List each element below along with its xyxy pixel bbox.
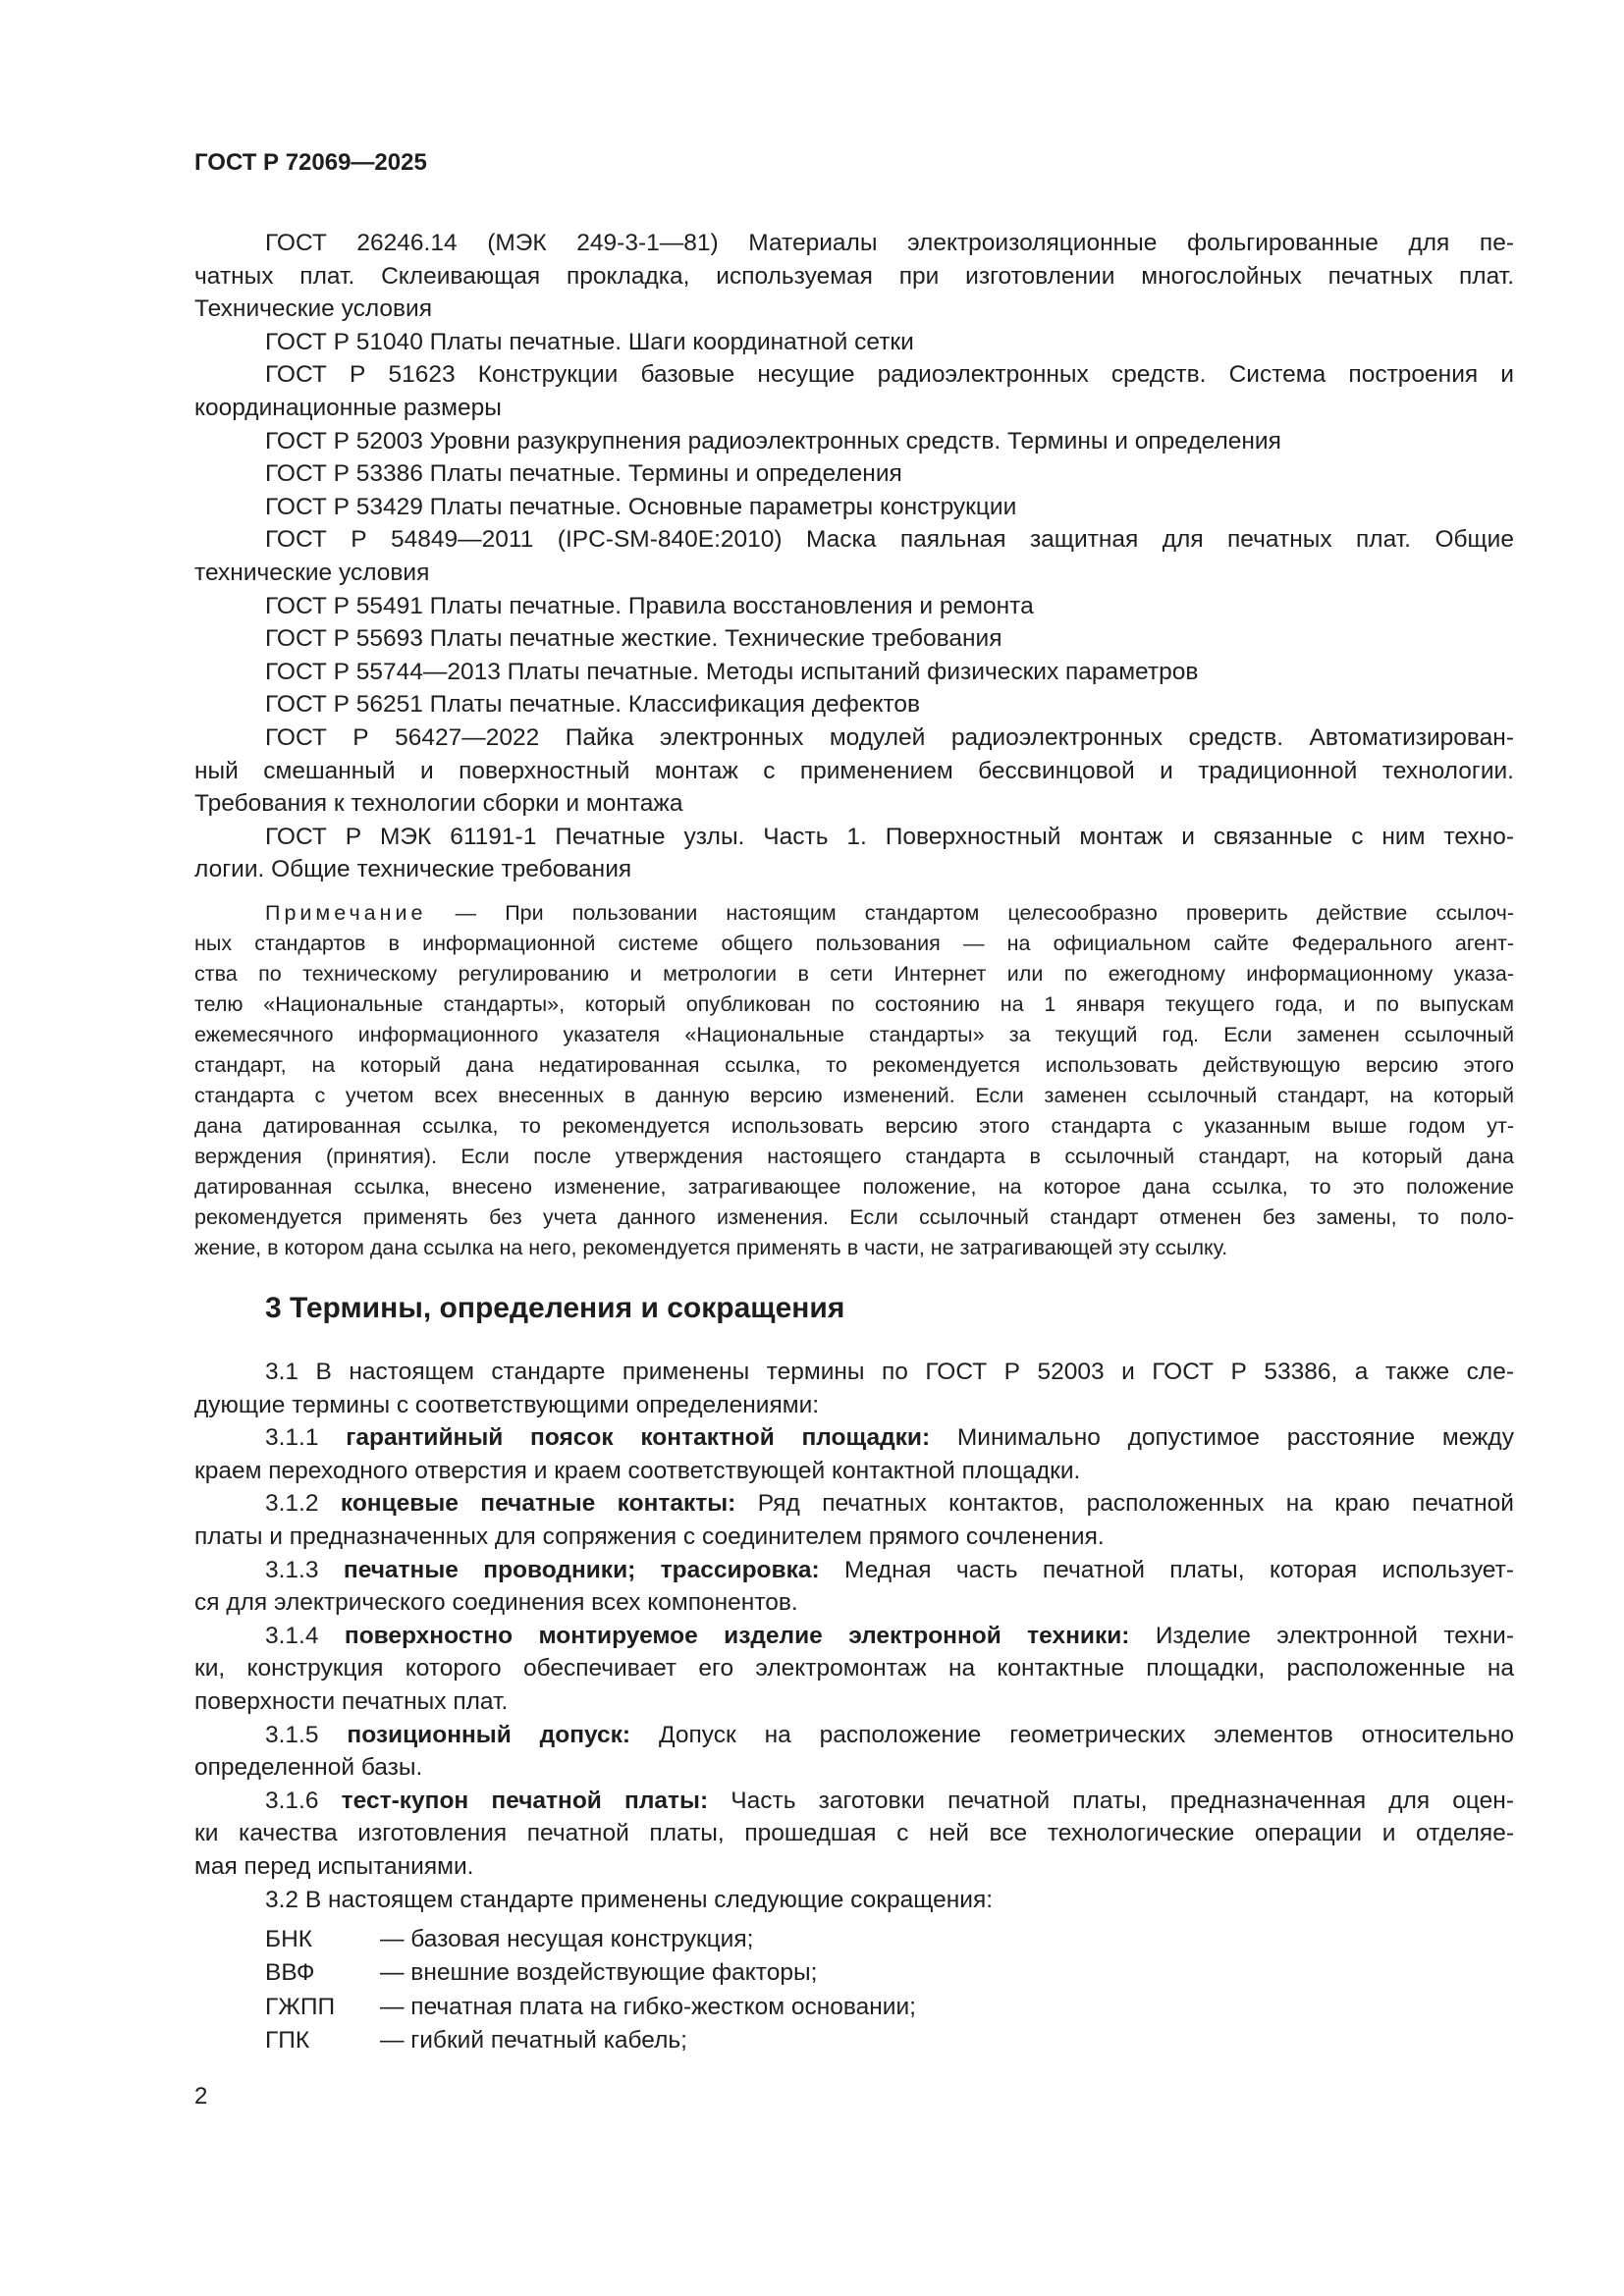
abbreviation-definition: — гибкий печатный кабель;: [380, 2026, 687, 2054]
reference-line: технические условия: [194, 559, 430, 586]
reference-entry: [194, 326, 1514, 359]
definition-entry: [194, 1554, 1514, 1620]
abbreviation-item: [265, 1956, 817, 1990]
definition-line: [194, 1719, 1514, 1752]
reference-entry: [194, 457, 1514, 491]
reference-line: координационные размеры: [194, 394, 502, 421]
definition-number: 3.1.6: [265, 1787, 319, 1814]
definition-term: гарантийный поясок контактной площадки:: [346, 1424, 931, 1452]
intro-line: дующие термины с соответствующими определениями:: [194, 1391, 820, 1418]
abbreviations-intro: 3.2 В настоящем стандарте применены следующие сокращения:: [265, 1886, 994, 1913]
definition-line: [194, 1487, 1514, 1521]
abbreviation-definition: — внешние воздействующие факторы;: [380, 1959, 818, 1987]
reference-line: ГОСТ Р 51623 Конструкции базовые несущие радиоэлектронных средств. Система построения и: [265, 361, 1514, 389]
definition-text: Ряд печатных контактов, расположенных на краю печатной: [757, 1490, 1514, 1518]
page-number: 2: [194, 2083, 208, 2109]
definition-line: ся для электрического соединения всех компонентов.: [194, 1589, 798, 1617]
definition-text: Изделие электронной техни-: [1155, 1622, 1515, 1649]
reference-line: ГОСТ Р 53386 Платы печатные. Термины и определения: [265, 460, 902, 488]
definition-text: Минимально допустимое расстояние между: [956, 1424, 1514, 1452]
note-line: стандарта с учетом всех внесенных в данную версию изменений. Если заменен ссылочный стандарт, на который: [194, 1084, 1514, 1107]
reference-line: ГОСТ Р 55491 Платы печатные. Правила восстановления и ремонта: [265, 592, 1034, 619]
reference-line: ГОСТ Р 51040 Платы печатные. Шаги координатной сетки: [265, 328, 914, 355]
reference-line: чатных плат. Склеивающая прокладка, используемая при изготовлении многослойных печатных плат.: [194, 262, 1514, 290]
section-heading: 3 Термины, определения и сокращения: [265, 1292, 845, 1324]
reference-line: ГОСТ Р 52003 Уровни разукрупнения радиоэлектронных средств. Термины и определения: [265, 427, 1281, 454]
note-line: ных стандартов в информационной системе общего пользования — на официальном сайте Федерального агент-: [194, 932, 1514, 955]
abbreviation-item: [265, 1923, 753, 1956]
reference-entry: [194, 622, 1514, 656]
note-line: [194, 898, 1514, 929]
abbreviation-term: ГПК: [265, 2026, 310, 2054]
definition-line: поверхности печатных плат.: [194, 1687, 509, 1715]
note-label: Примечание: [265, 901, 427, 925]
definition-line: [194, 1554, 1514, 1587]
note-line: верждения (принятия). Если после утверждения настоящего стандарта в ссылочный стандарт, на который дана: [194, 1145, 1514, 1168]
note-line: дана датированная ссылка, то рекомендуется использовать версию этого стандарта с указанным выше годом ут-: [194, 1114, 1514, 1138]
note-line: телю «Национальные стандарты», который опубликован по состоянию на 1 января текущего года, и по выпускам: [194, 992, 1514, 1016]
abbreviation-term: ВВФ: [265, 1959, 315, 1987]
definition-line: ки, конструкция которого обеспечивает его электромонтаж на контактные площадки, расположенные на: [194, 1655, 1514, 1682]
note-line: жение, в котором дана ссылка на него, рекомендуется применять в части, не затрагивающей эту ссылку.: [194, 1236, 1228, 1259]
reference-line: ГОСТ Р 55693 Платы печатные жесткие. Технические требования: [265, 625, 1002, 653]
reference-line: ГОСТ Р 56251 Платы печатные. Классификация дефектов: [265, 691, 921, 719]
reference-entry: [194, 425, 1514, 458]
definition-line: мая перед испытаниями.: [194, 1852, 474, 1880]
reference-entry: [194, 590, 1514, 623]
definition-line: определенной базы.: [194, 1754, 423, 1782]
definition-number: 3.1.5: [265, 1721, 319, 1748]
definition-line: [194, 1620, 1514, 1653]
note-line: датированная ссылка, внесено изменение, затрагивающее положение, на которое дана ссылка, то это положение: [194, 1175, 1514, 1199]
definition-term: концевые печатные контакты:: [340, 1490, 736, 1518]
normative-references: [194, 227, 1514, 886]
reference-line: ГОСТ Р 56427—2022 Пайка электронных модулей радиоэлектронных средств. Автоматизирован-: [265, 723, 1514, 751]
definition-entry: [194, 1785, 1514, 1884]
definition-entry: [194, 1719, 1514, 1785]
definition-entry: [194, 1620, 1514, 1719]
reference-line: ГОСТ Р МЭК 61191-1 Печатные узлы. Часть 1. Поверхностный монтаж и связанные с ним техно-: [265, 823, 1514, 850]
reference-line: ГОСТ Р 54849—2011 (IPC-SM-840E:2010) Маска паяльная защитная для печатных плат. Общие: [265, 526, 1514, 554]
note-line: ежемесячного информационного указателя «Национальные стандарты» за текущий год. Если заменен ссылочный: [194, 1023, 1514, 1046]
reference-entry: [194, 721, 1514, 821]
abbreviation-definition: — базовая несущая конструкция;: [380, 1926, 754, 1952]
definition-line: ки качества изготовления печатной платы, прошедшая с ней все технологические операции и отделяе-: [194, 1820, 1514, 1847]
reference-line: ный смешанный и поверхностный монтаж с применением бессвинцовой и традиционной технологии.: [194, 757, 1514, 784]
note-text: — При пользовании настоящим стандартом целесообразно проверить действие ссылоч-: [455, 901, 1514, 925]
reference-entry: [194, 523, 1514, 589]
definition-entry: [194, 1487, 1514, 1553]
reference-line: ГОСТ Р 55744—2013 Платы печатные. Методы испытаний физических параметров: [265, 658, 1199, 685]
definition-number: 3.1.1: [265, 1424, 319, 1452]
definition-term: поверхностно монтируемое изделие электронной техники:: [344, 1622, 1130, 1649]
definitions: [194, 1356, 1514, 1916]
reference-entry: [194, 227, 1514, 326]
definition-line: [194, 1785, 1514, 1818]
note-line: ства по техническому регулированию и метрологии в сети Интернет или по ежегодному информационному указа-: [194, 962, 1514, 986]
reference-entry: [194, 821, 1514, 886]
definition-number: 3.1.4: [265, 1622, 319, 1649]
definition-term: тест-купон печатной платы:: [341, 1787, 709, 1814]
note-paragraph: [194, 898, 1514, 1263]
intro-line: 3.1 В настоящем стандарте применены термины по ГОСТ Р 52003 и ГОСТ Р 53386, а также сле-: [265, 1359, 1514, 1385]
definition-line: [194, 1421, 1514, 1455]
definition-text: Допуск на расположение геометрических элементов относительно: [658, 1721, 1514, 1748]
definition-entry: [194, 1421, 1514, 1487]
abbreviation-term: БНК: [265, 1926, 313, 1952]
definition-line: краем переходного отверстия и краем соответствующей контактной площадки.: [194, 1457, 1081, 1484]
definition-text: Часть заготовки печатной платы, предназначенная для оцен-: [731, 1787, 1515, 1814]
reference-entry: [194, 688, 1514, 721]
definition-text: Медная часть печатной платы, которая использует-: [844, 1556, 1514, 1583]
reference-line: Технические условия: [194, 295, 433, 323]
definition-term: позиционный допуск:: [347, 1721, 631, 1748]
reference-entry: [194, 358, 1514, 424]
definition-term: печатные проводники; трассировка:: [343, 1556, 820, 1583]
note-line: рекомендуется применять без учета данного изменения. Если ссылочный стандарт отменен без замены, то поло-: [194, 1205, 1514, 1229]
abbreviation-item: [265, 1991, 916, 2024]
abbreviation-term: ГЖПП: [265, 1993, 336, 2020]
reference-entry: [194, 491, 1514, 524]
reference-line: логии. Общие технические требования: [194, 856, 632, 883]
reference-line: ГОСТ 26246.14 (МЭК 249-3-1—81) Материалы электроизоляционные фольгированные для пе-: [265, 230, 1514, 256]
abbreviation-item: [265, 2024, 687, 2057]
abbreviation-definition: — печатная плата на гибко-жестком основании;: [380, 1993, 916, 2020]
reference-entry: [194, 656, 1514, 689]
definition-number: 3.1.3: [265, 1556, 319, 1583]
definition-number: 3.1.2: [265, 1490, 319, 1518]
definition-line: платы и предназначенных для сопряжения с соединителем прямого сочленения.: [194, 1522, 1105, 1550]
reference-line: ГОСТ Р 53429 Платы печатные. Основные параметры конструкции: [265, 493, 1017, 520]
section-intro: [194, 1356, 1514, 1421]
note-line: стандарт, на который дана недатированная ссылка, то рекомендуется использовать действующую версию этого: [194, 1053, 1514, 1077]
document-id-header: ГОСТ Р 72069—2025: [194, 149, 427, 176]
reference-line: Требования к технологии сборки и монтажа: [194, 790, 683, 818]
